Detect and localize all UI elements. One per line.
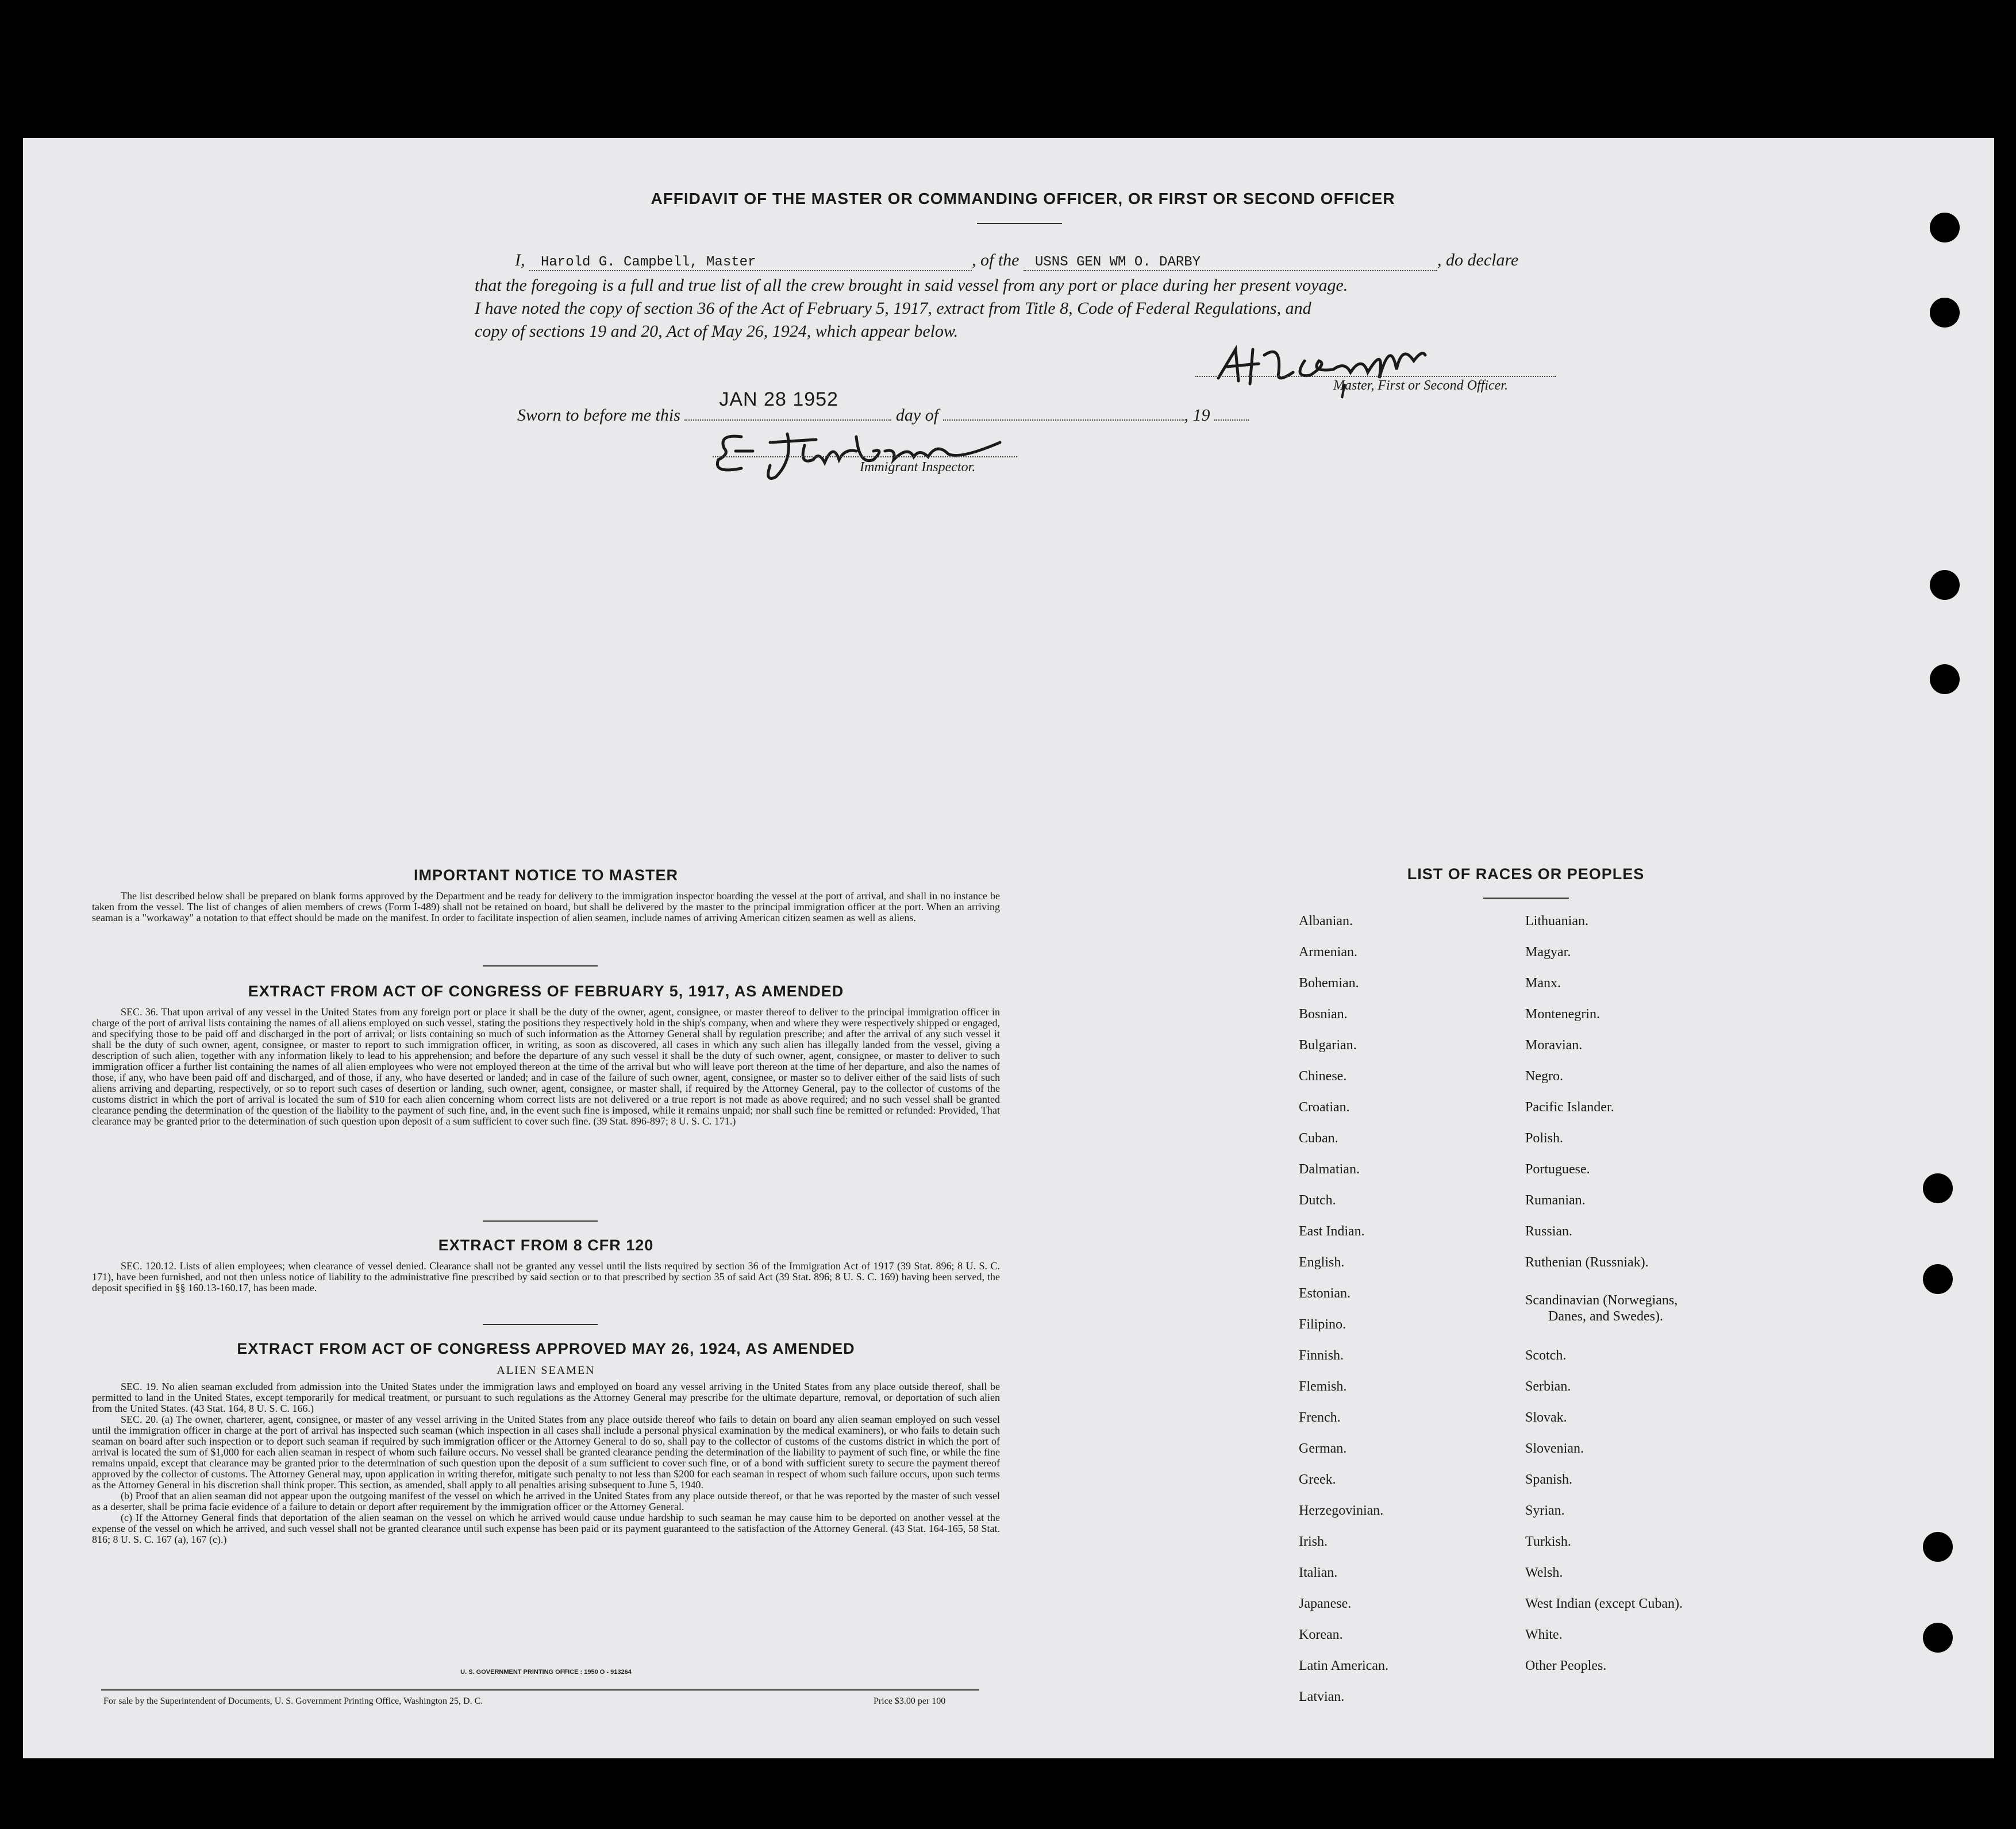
sec20a-text: SEC. 20. (a) The owner, charterer, agent, consignee, or master of any vessel arriving in the United States from any place outside thereof who fails to detain on board any alien seaman employed on such vessel until the immigration officer in charge at the port of arrival has inspected such seaman (which inspection in all cases shall include a personal physical examination by the medical examiners), or who fails to detain such seaman on board after such inspection or to deport such seaman if required by such immigration officer or the Attorney General to do so, shall pay to the collector of customs of the customs district in which the port of arrival is located the sum of $1,000 for each alien seaman in respect of whom such failure occurs. No vessel shall be granted clearance pending the determination of the liability to payment of such fine, or while the fine remains unpaid, except that clearance may be granted prior to the determination of such question upon the deposit of a sum sufficient to cover such fine, or of a bond with sufficient surety to secure the payment thereof approved by the collector of customs. The Attorney General may, upon application in writing therefor, mitigate such penalty to not less than $200 for each seaman in respect of whom such failure occurs, upon such terms as the Attorney General in his discretion shall think proper. This section, as amended, shall apply to all penalties arising subsequent to June 5, 1940. <box>92 1414 1000 1491</box>
inspector-signature <box>701 419 1011 488</box>
inspector-line <box>713 456 1017 457</box>
race-left: Estonian. <box>1299 1286 1351 1301</box>
race-left: Dalmatian. <box>1299 1162 1360 1177</box>
race-left: Flemish. <box>1299 1379 1347 1394</box>
extract-1924-subtitle: ALIEN SEAMEN <box>497 1364 595 1377</box>
race-right: Welsh. <box>1525 1565 1563 1580</box>
race-right: Manx. <box>1525 976 1561 991</box>
race-right: White. <box>1525 1627 1563 1642</box>
race-left: Korean. <box>1299 1627 1343 1642</box>
race-left: Chinese. <box>1299 1069 1347 1084</box>
year-prefix: , 19 <box>1184 406 1210 425</box>
race-right: Danes, and Swedes). <box>1548 1309 1663 1324</box>
title-rule <box>977 223 1062 224</box>
race-right: Negro. <box>1525 1069 1563 1084</box>
race-left: Japanese. <box>1299 1596 1352 1611</box>
race-right: Lithuanian. <box>1525 914 1588 929</box>
races-title: LIST OF RACES OR PEOPLES <box>1407 865 1645 883</box>
price-notice: Price $3.00 per 100 <box>874 1696 946 1706</box>
affidavit-title: AFFIDAVIT OF THE MASTER OR COMMANDING OFFICER, OR FIRST OR SECOND OFFICER <box>651 190 1395 207</box>
race-left: Cuban. <box>1299 1131 1338 1146</box>
race-left: Albanian. <box>1299 914 1353 929</box>
declaration-line-4: copy of sections 19 and 20, Act of May 26, 1924, which appear below. <box>475 322 959 341</box>
race-left: Bulgarian. <box>1299 1038 1357 1053</box>
extract-1917-rule <box>483 1220 598 1222</box>
race-right: Other Peoples. <box>1525 1658 1607 1673</box>
extract-cfr-title: EXTRACT FROM 8 CFR 120 <box>438 1237 654 1254</box>
of-the: , of the <box>972 251 1019 269</box>
sec19-text: SEC. 19. No alien seaman excluded from admission into the United States under the immigration laws and employed on board any vessel arriving in the United States from any place outside thereof, shall be permitted to land in the United States, except temporarily for medical treatment, or pursuant to such regulations as the Attorney General may prescribe for the ultimate departure, removal, or deportation of such alien from the United States. (43 Stat. 164, 8 U. S. C. 166.) <box>92 1381 1000 1414</box>
race-left: French. <box>1299 1410 1341 1425</box>
pronoun: I, <box>515 251 525 269</box>
race-right: Polish. <box>1525 1131 1564 1146</box>
race-right: Russian. <box>1525 1224 1573 1239</box>
race-right: Pacific Islander. <box>1525 1100 1614 1115</box>
punch-hole <box>1923 1532 1953 1562</box>
races-rule <box>1483 898 1569 899</box>
race-left: German. <box>1299 1441 1347 1456</box>
race-right: Serbian. <box>1525 1379 1571 1394</box>
year-field <box>1214 402 1249 421</box>
race-right: Magyar. <box>1525 945 1571 960</box>
race-right: Slovak. <box>1525 1410 1567 1425</box>
signature-line <box>1195 376 1556 377</box>
race-left: Armenian. <box>1299 945 1357 960</box>
declaration-line-3: I have noted the copy of section 36 of the Act of February 5, 1917, extract from Title 8, Code of Federal Regulations, and <box>475 299 1311 318</box>
race-right: Rumanian. <box>1525 1193 1586 1208</box>
vessel-name: USNS GEN WM O. DARBY <box>1024 255 1437 271</box>
punch-hole <box>1930 664 1960 694</box>
extract-1917-text: SEC. 36. That upon arrival of any vessel in the United States from any foreign port or place it shall be the duty of the owner, agent, consignee, or master thereof to deliver to the principal immigration officer in charge of the port of arrival lists containing the names of all aliens employed on such vessel, stating the positions they respectively hold in the ship's company, when and where they were respectively shipped or engaged, and specifying those to be paid off and discharged in the port of arrival; or lists containing so much of such information as the Attorney General shall by regulation prescribe; and after the arrival of any such vessel it shall be the duty of such owner, agent, consignee, or master to report to such immigration officer, in writing, as soon as discovered, all cases in which any such alien has illegally landed from the vessel, giving a description of such alien, together with any information likely to lead to his apprehension; and before the departure of any such vessel it shall be the duty of such owner, agent, consignee, or master to deliver to such immigration officer a further list containing the names of all alien employees who were not employed thereon at the time of the arrival but who will leave port thereon at the time of her departure, and also the names of those, if any, who have been paid off and discharged, and of those, if any, who have deserted or landed; and in case of the failure of such owner, agent, consignee, or master so to deliver either of the said lists of such aliens arriving and departing, respectively, or so to report such cases of desertion or landing, such owner, agent, consignee, or master shall, if required by the Attorney General, pay to the collector of customs of the customs district in which the port of arrival is located the sum of $10 for each alien concerning whom correct lists are not delivered or a true report is not made as above required; and no such vessel shall be granted clearance pending the determination of the question of the liability to the payment of such fine, and, in the event such fine is imposed, while it remains unpaid; nor shall such fine be remitted or refunded: Provided, That clearance may be granted prior to the determination of such question upon deposit of a sum sufficient to cover such fine. (39 Stat. 896-897; 8 U. S. C. 171.) <box>92 1006 1000 1127</box>
race-left: Latin American. <box>1299 1658 1388 1673</box>
inspector-caption: Immigrant Inspector. <box>860 460 976 475</box>
race-left: Bohemian. <box>1299 976 1359 991</box>
race-right: Ruthenian (Russniak). <box>1525 1255 1649 1270</box>
extract-1924-body <box>92 1381 1000 1545</box>
race-left: Dutch. <box>1299 1193 1336 1208</box>
race-right: Montenegrin. <box>1525 1007 1600 1022</box>
declarant-name: Harold G. Campbell, Master <box>529 255 972 271</box>
extract-1924-title: EXTRACT FROM ACT OF CONGRESS APPROVED MAY 26, 1924, AS AMENDED <box>237 1340 855 1357</box>
footer-rule <box>101 1689 979 1691</box>
punch-hole <box>1923 1173 1953 1203</box>
sec20b-text: (b) Proof that an alien seaman did not appear upon the outgoing manifest of the vessel on which he arrived in the United States from any place outside thereof, or that he was reported by the master of such vessel as a deserter, shall be prima facie evidence of a failure to detain or deport after requirement by the immigration officer or the Attorney General. <box>92 1490 1000 1512</box>
race-right: Portuguese. <box>1525 1162 1590 1177</box>
notice-text: The list described below shall be prepared on blank forms approved by the Department and be ready for delivery to the immigration inspector boarding the vessel at the port of arrival, and shall in no instance be taken from the vessel. The list of changes of alien members of crews (Form I-489) shall not be retained on board, but shall be delivered by the master to the principal immigration officer at the port. When an arriving seaman is a "workaway" a notation to that effect should be made on the manifest. In order to facilitate inspection of alien seamen, include names of arriving American citizen seamen as well as aliens. <box>92 890 1000 923</box>
do-declare: , do declare <box>1437 251 1519 269</box>
race-right: Spanish. <box>1525 1472 1573 1487</box>
notice-title: IMPORTANT NOTICE TO MASTER <box>414 867 678 884</box>
race-left: Filipino. <box>1299 1317 1346 1332</box>
race-left: Bosnian. <box>1299 1007 1348 1022</box>
punch-hole <box>1930 570 1960 600</box>
punch-hole <box>1930 213 1960 242</box>
declaration-line-1 <box>515 251 1582 271</box>
sec20c-text: (c) If the Attorney General finds that deportation of the alien seaman on the vessel on which he arrived would cause undue hardship to such seaman he may cause him to be deported on another vessel at the expense of the vessel on which he arrived, and such vessel shall not be granted clearance until such expense has been paid or its payment guaranteed to the satisfaction of the Attorney General. (43 Stat. 164-165, 58 Stat. 816; 8 U. S. C. 167 (a), 167 (c).) <box>92 1512 1000 1545</box>
race-left: Croatian. <box>1299 1100 1350 1115</box>
extract-cfr-text: SEC. 120.12. Lists of alien employees; when clearance of vessel denied. Clearance shall not be granted any vessel until the lists required by section 36 of the Immigration Act of 1917 (39 Stat. 896; 8 U. S. C. 171), have been furnished, and not then unless notice of liability to the administrative fine prescribed by said section or to that prescribed by section 35 of said Act (39 Stat. 896; 8 U. S. C. 169) having been served, the deposit specified in §§ 160.13-160.17, has been made. <box>92 1260 1000 1293</box>
extract-1917-title: EXTRACT FROM ACT OF CONGRESS OF FEBRUARY 5, 1917, AS AMENDED <box>248 983 844 1000</box>
race-right: West Indian (except Cuban). <box>1525 1596 1683 1611</box>
race-left: Herzegovinian. <box>1299 1503 1384 1518</box>
race-left: Finnish. <box>1299 1348 1344 1363</box>
race-left: Irish. <box>1299 1534 1328 1549</box>
notice-rule <box>483 965 598 967</box>
extract-cfr-rule <box>483 1324 598 1325</box>
gpo-imprint: U. S. GOVERNMENT PRINTING OFFICE : 1950 O - 913264 <box>460 1669 632 1676</box>
race-right: Slovenian. <box>1525 1441 1584 1456</box>
date-stamp: JAN 28 1952 <box>719 388 838 410</box>
form-page <box>23 138 1994 1758</box>
race-left: Greek. <box>1299 1472 1336 1487</box>
declaration-line-2: that the foregoing is a full and true list of all the crew brought in said vessel from any port or place during her present voyage. <box>475 276 1348 295</box>
race-right: Scotch. <box>1525 1348 1567 1363</box>
sworn-date-field <box>684 388 891 421</box>
punch-hole <box>1930 298 1960 328</box>
race-right: Moravian. <box>1525 1038 1583 1053</box>
day-of: day of <box>895 406 939 425</box>
race-right: Scandinavian (Norwegians, <box>1525 1293 1678 1308</box>
race-left: Latvian. <box>1299 1689 1345 1704</box>
race-left: East Indian. <box>1299 1224 1365 1239</box>
race-left: Italian. <box>1299 1565 1338 1580</box>
race-right: Turkish. <box>1525 1534 1571 1549</box>
race-left: English. <box>1299 1255 1345 1270</box>
sale-notice: For sale by the Superintendent of Documents, U. S. Government Printing Office, Washington 25, D. C. <box>103 1696 483 1706</box>
punch-hole <box>1923 1264 1953 1294</box>
signature-caption: Master, First or Second Officer. <box>1333 378 1508 393</box>
race-right: Syrian. <box>1525 1503 1565 1518</box>
sworn-prefix: Sworn to before me this <box>517 406 680 425</box>
month-field <box>943 402 1184 421</box>
punch-hole <box>1923 1623 1953 1653</box>
